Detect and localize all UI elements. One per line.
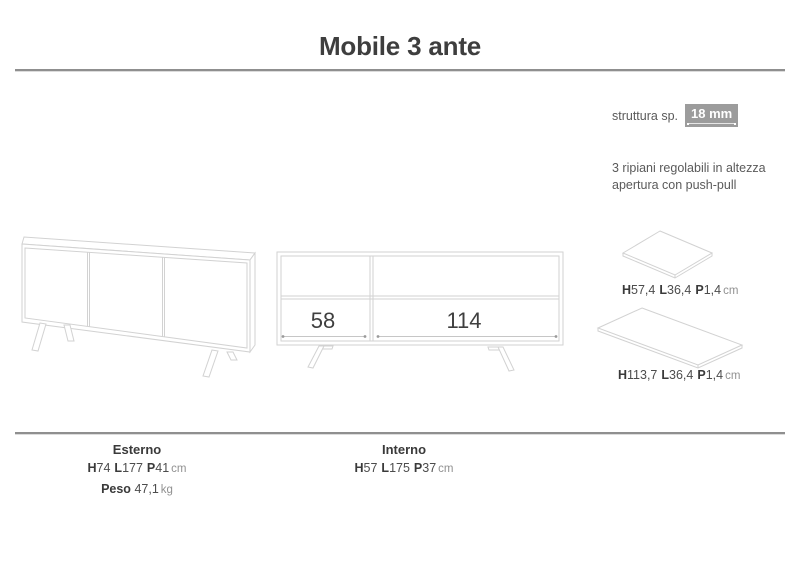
dim-unit: cm	[725, 370, 741, 382]
structure-thickness-label: struttura sp.	[612, 108, 678, 123]
external-dimensions-title: Esterno	[112, 442, 162, 457]
dim-p-value: 1,4	[703, 283, 722, 297]
dim-l-label: L	[661, 368, 670, 382]
footer-divider-line	[15, 432, 785, 435]
dim-l-value: 36,4	[667, 283, 692, 297]
external-dimensions-line	[37, 461, 237, 475]
dim-unit: cm	[438, 463, 454, 475]
cabinet-perspective-drawing	[14, 230, 259, 385]
cabinet-body	[22, 237, 255, 352]
weight-label: Peso	[101, 482, 131, 496]
dim-h-label: H	[622, 283, 632, 297]
dimension-line-left	[282, 335, 367, 338]
weight-unit: kg	[160, 484, 173, 496]
badge-dimension-dot-left	[687, 123, 689, 125]
dim-p-label: P	[697, 368, 706, 382]
right-compartment-width-label: 114	[446, 308, 482, 333]
shelf-large-drawing	[596, 303, 768, 375]
dim-p-label: P	[413, 461, 423, 475]
shelf-small-drawing	[616, 226, 720, 280]
cabinet-front-view-drawing	[275, 250, 567, 380]
dim-h-value: 57,4	[631, 283, 656, 297]
internal-dimensions-title: Interno	[381, 442, 427, 457]
title-divider-line	[15, 69, 785, 72]
dim-unit: cm	[723, 285, 739, 297]
dim-h-label: H	[354, 461, 364, 475]
dim-l-value: 177	[122, 461, 143, 475]
dim-h-value: 57	[363, 461, 378, 475]
weight-value: 47,1	[134, 482, 159, 496]
badge-dimension-line	[689, 123, 734, 124]
shelves-note-line2: apertura con push-pull	[612, 178, 737, 192]
shelf-large-dimensions	[618, 368, 740, 382]
shelves-note-line1: 3 ripiani regolabili in altezza	[612, 161, 766, 175]
external-dimensions-block	[37, 442, 237, 496]
shelf-small-dimensions	[622, 283, 738, 297]
dim-h-label: H	[618, 368, 628, 382]
structure-thickness-badge	[685, 104, 738, 127]
dim-p-value: 37	[422, 461, 437, 475]
internal-dimensions-line	[304, 461, 504, 475]
front-view-legs	[308, 346, 514, 371]
dim-l-value: 175	[389, 461, 410, 475]
structure-thickness-value: 18 mm	[691, 106, 733, 121]
dim-l-label: L	[659, 283, 668, 297]
dim-l-label: L	[114, 461, 123, 475]
dim-p-label: P	[146, 461, 156, 475]
weight-line	[37, 482, 237, 496]
dim-h-label: H	[87, 461, 97, 475]
structure-thickness-row	[612, 104, 738, 127]
dim-unit: cm	[171, 463, 187, 475]
page-title: Mobile 3 ante	[318, 31, 482, 61]
shelves-note	[612, 160, 766, 194]
dim-h-value: 113,7	[627, 368, 658, 382]
dim-l-label: L	[381, 461, 390, 475]
dimension-line-right	[377, 335, 558, 338]
dim-h-value: 74	[96, 461, 111, 475]
dim-p-value: 41	[155, 461, 170, 475]
badge-dimension-dot-right	[734, 123, 736, 125]
dim-p-value: 1,4	[705, 368, 724, 382]
left-compartment-width-label: 58	[310, 308, 336, 333]
dim-p-label: P	[695, 283, 704, 297]
internal-dimensions-block	[304, 442, 504, 475]
dim-l-value: 36,4	[669, 368, 694, 382]
